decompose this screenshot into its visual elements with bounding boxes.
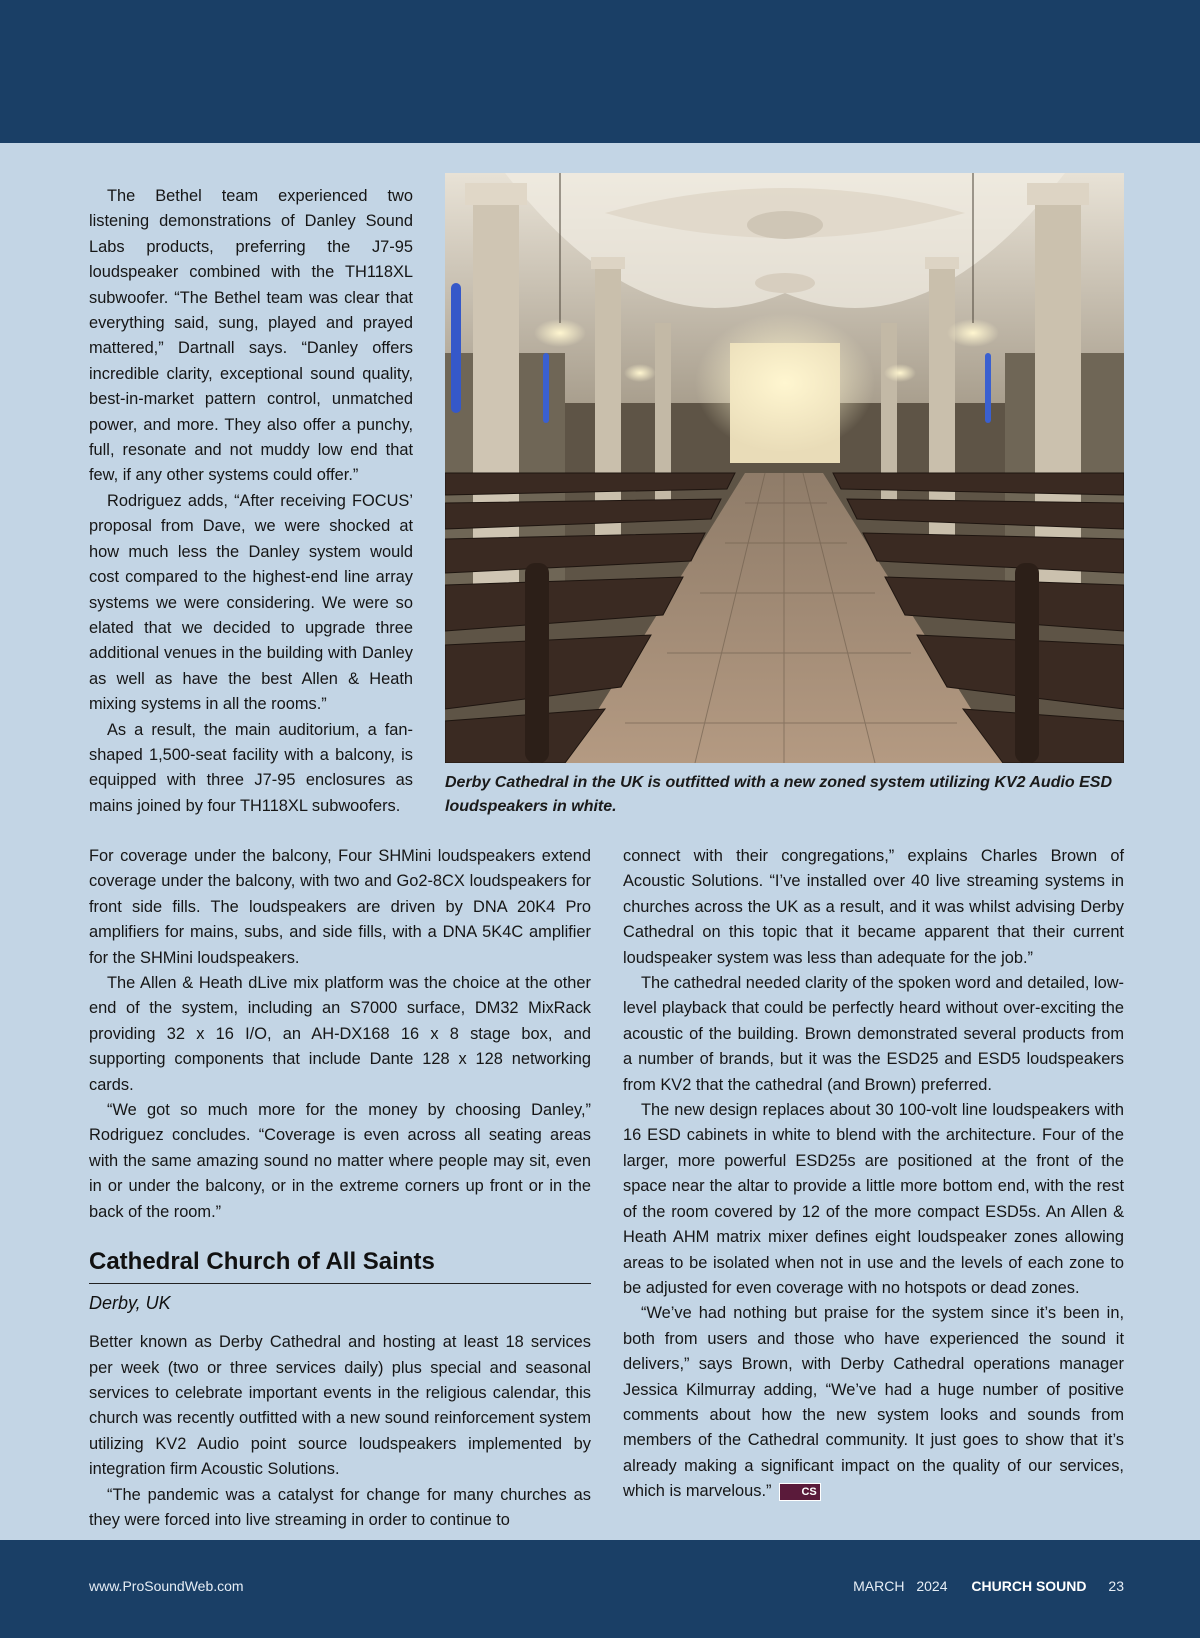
footer-page-number: 23 [1108,1578,1124,1594]
footer-year: 2024 [916,1578,948,1594]
end-mark-icon: CS [779,1483,820,1501]
body-paragraph: connect with their congregations,” explains Charles Brown of Acoustic Solutions. “I’ve installed over 40 live streaming systems in churches across the UK as a result, and it was whilst advising Derby Cathedral on this topic that it became apparent that their current loudspeaker system was less than adequate for the job.” [623,847,1124,967]
body-paragraph: Better known as Derby Cathedral and hosting at least 18 services per week (two or three services daily) plus special and seasonal services to celebrate important events in the religious calendar, this church was recently outfitted with a new sound reinforcement system utilizing KV2 Audio point source loudspeakers implemented by integration firm Acoustic Solutions. [89,1333,591,1479]
body-paragraph: The new design replaces about 30 100-volt line loudspeakers with 16 ESD cabinets in white to blend with the architecture. Four of the larger, more powerful ESD25s are positioned at the front of the space near the altar to provide a little more bottom end, with the rest of the room covered by 12 of the more compact ESD5s. An Allen & Heath AHM matrix mixer defines eight loudspeaker zones allowing areas to be isolated when not in use and the levels of each zone to be adjusted for even coverage with no hotspots or dead zones. [623,1101,1124,1297]
body-paragraph: For coverage under the balcony, Four SHMini loudspeakers extend coverage under the balcony, with two and Go2-8CX loudspeakers for front side fills. The loudspeakers are driven by DNA 20K4 Pro amplifiers for mains, subs, and side fills, with a DNA 5K4C amplifier for the SHMini loudspeakers. [89,847,591,967]
closing-paragraph-text: “We’ve had nothing but praise for the system since it’s been in, both from users and those who have experienced the sound it delivers,” says Brown, with Derby Cathedral operations manager Jessica Kilmurray adding, “We’ve had a huge number of positive comments about how the new system looks and sounds from members of the Cathedral community. It just goes to show that it’s already making a significant impact on the quality of our services, which is marvelous.” [623,1304,1124,1501]
right-column [623,844,1124,1505]
body-paragraph: “The pandemic was a catalyst for change for many churches as they were forced into live streaming in order to continue to [89,1485,591,1529]
body-paragraph: The cathedral needed clarity of the spoken word and detailed, low-level playback that could be perfectly heard without over-exciting the acoustic of the building. Brown demonstrated several products from a number of brands, but it was the ESD25 and ESD5 loudspeakers from KV2 that the cathedral (and Brown) preferred. [623,974,1124,1094]
cathedral-photo [445,173,1124,763]
footer-issue-info [853,1578,1124,1594]
section-heading: Cathedral Church of All Saints [89,1247,591,1284]
left-column [89,844,591,1533]
body-paragraph: The Allen & Heath dLive mix platform was the choice at the other end of the system, including an S7000 surface, DM32 MixRack providing 32 x 16 I/O, an AH-DX168 16 x 8 stage box, and supporting components that include Dante 128 x 128 networking cards. [89,974,591,1094]
photo-caption: Derby Cathedral in the UK is outfitted with a new zoned system utilizing KV2 Audio ESD loudspeakers in white. [445,774,1113,815]
footer-website[interactable]: www.ProSoundWeb.com [89,1578,244,1594]
intro-column [89,184,413,819]
footer-publication: CHURCH SOUND [971,1578,1087,1594]
header-band [0,0,1200,143]
section-location: Derby, UK [89,1293,171,1314]
body-paragraph: “We got so much more for the money by choosing Danley,” Rodriguez concludes. “Coverage is even across all seating areas with the same amazing sound no matter where people may sit, even in or under the balcony, or in the extreme corners up front or in the back of the room.” [89,1101,591,1221]
footer-month: MARCH [853,1578,905,1594]
body-paragraph: Rodriguez adds, “After receiving FOCUS’ proposal from Dave, we were shocked at how much less the Danley system would cost compared to the highest-end line array systems we were considering. We were so elated that we decided to upgrade three additional venues in the building with Danley as well as have the best Allen & Heath mixing systems in all the rooms.” [89,491,413,714]
body-paragraph: The Bethel team experienced two listening demonstrations of Danley Sound Labs products, preferring the J7-95 loudspeaker combined with the TH118XL subwoofer. “The Bethel team was clear that everything said, sung, played and prayed mattered,” Dartnall says. “Danley offers incredible clarity, exceptional sound quality, best-in-market pattern control, unmatched power, and more. They also offer a punchy, full, resonate and not muddy low end that few, if any other systems could offer.” [89,187,413,485]
body-paragraph: As a result, the main auditorium, a fan-shaped 1,500-seat facility with a balcony, is equipped with three J7-95 enclosures as mains joined by four TH118XL subwoofers. [89,720,413,815]
closing-paragraph [623,1301,1124,1504]
